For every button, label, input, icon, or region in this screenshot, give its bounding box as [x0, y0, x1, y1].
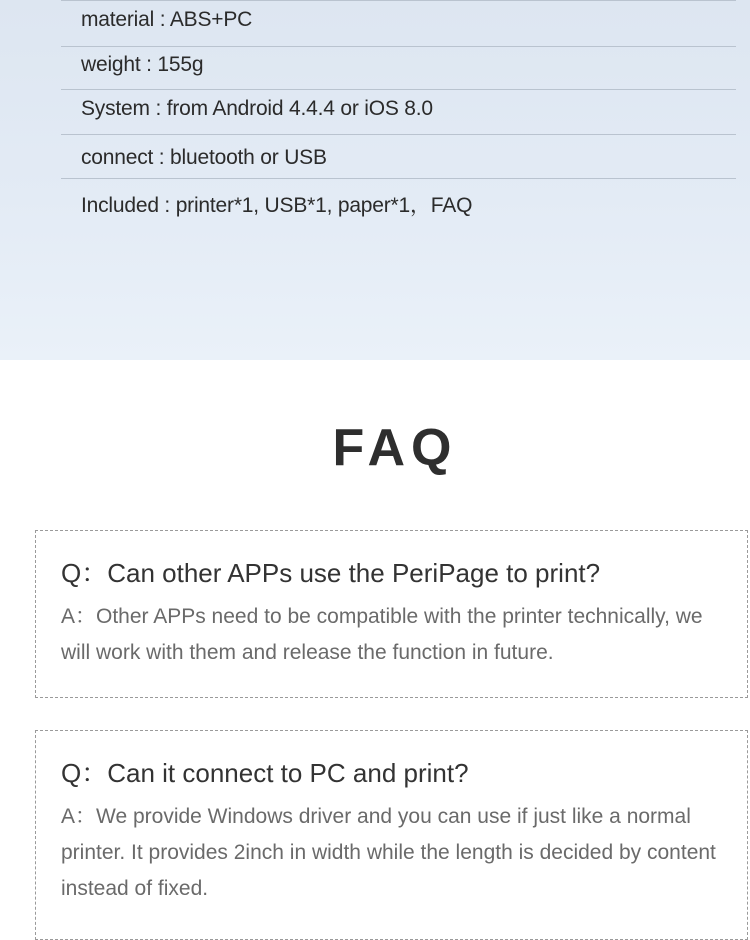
faq-question: Q：Can it connect to PC and print? — [61, 758, 469, 788]
spec-text: weight : 155g — [81, 53, 204, 76]
spec-divider — [61, 46, 736, 47]
faq-answer: A：We provide Windows driver and you can use if just like a normal printer. It provides 2inch in width while the length is decided by content instead of fixed. — [61, 805, 716, 900]
spec-text: System : from Android 4.4.4 or iOS 8.0 — [81, 97, 433, 120]
specifications-panel — [0, 0, 750, 360]
faq-heading: FAQ — [332, 419, 458, 477]
spec-divider — [61, 89, 736, 90]
faq-answer: A：Other APPs need to be compatible with the printer technically, we will work with them and release the function in future. — [61, 605, 703, 664]
spec-divider — [61, 0, 736, 1]
spec-divider — [61, 134, 736, 135]
faq-item — [35, 530, 748, 698]
faq-item — [35, 730, 748, 940]
spec-divider — [61, 178, 736, 179]
spec-text: Included : printer*1, USB*1, paper*1，FAQ — [81, 194, 473, 217]
spec-text: material : ABS+PC — [81, 8, 253, 31]
faq-question: Q：Can other APPs use the PeriPage to print? — [61, 558, 601, 588]
spec-text: connect : bluetooth or USB — [81, 146, 327, 169]
